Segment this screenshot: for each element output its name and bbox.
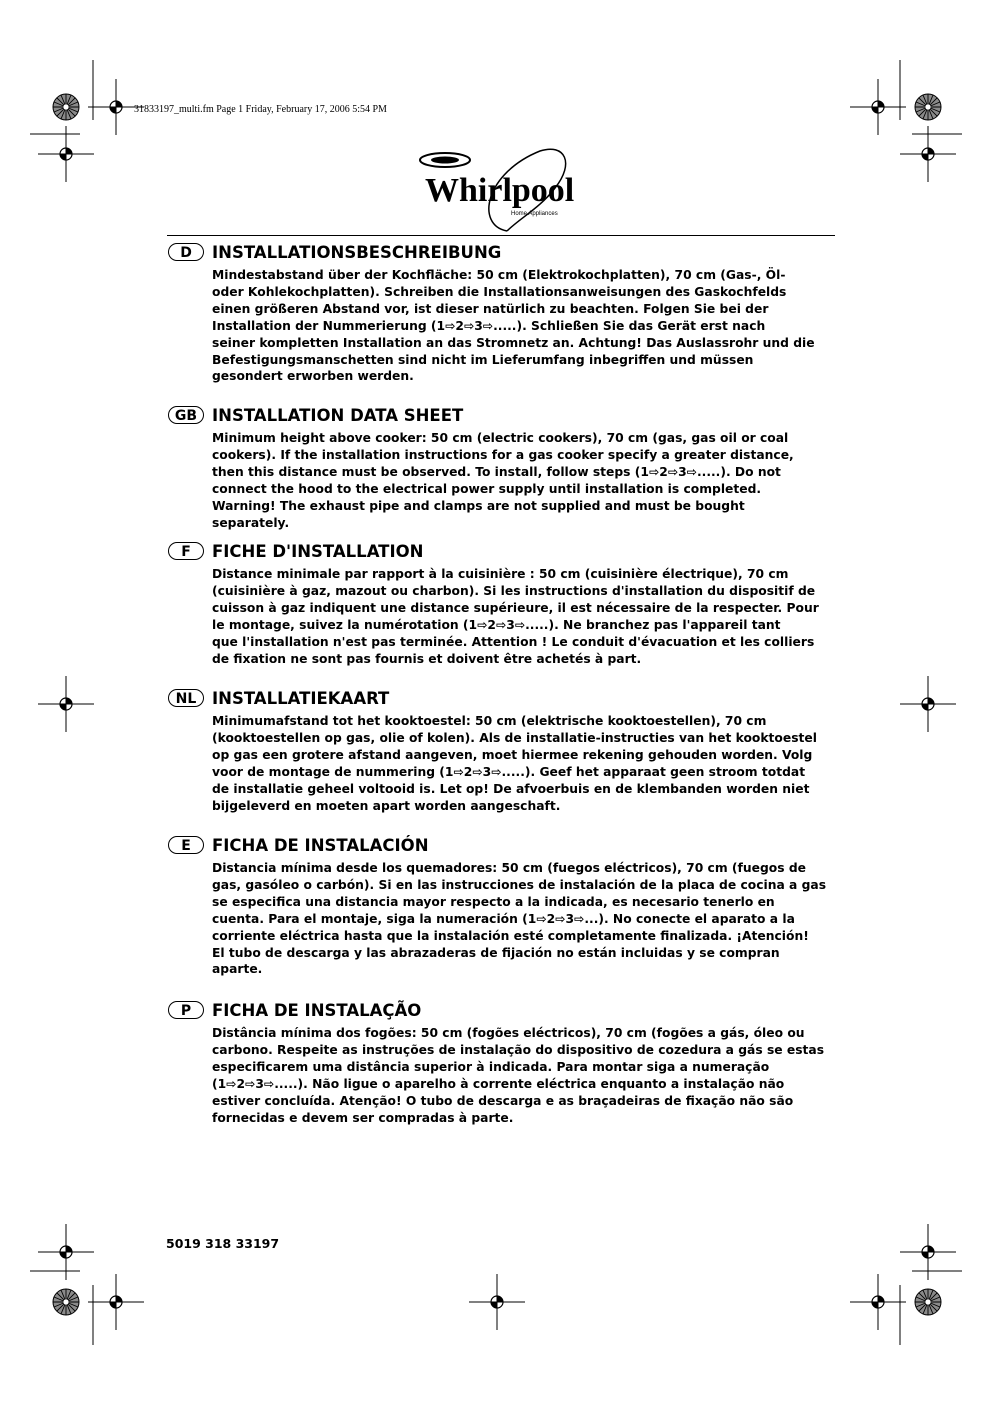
crosshair-icon [900, 1224, 956, 1280]
section-p [168, 1001, 825, 1126]
section-gb [168, 406, 794, 531]
crosshair-icon [38, 676, 94, 732]
crosshair-icon [469, 1274, 525, 1330]
crosshair-icon [88, 1274, 144, 1330]
body-line: cookers). If the installation instructions for a gas cooker specify a greater distance, [212, 447, 794, 462]
section-d [168, 243, 815, 385]
body-line: corriente eléctrica hasta que la instalación esté completamente finalizada. ¡Atención! [212, 928, 809, 943]
body-line: carbono. Respeite as instruções de instalação do dispositivo de cozedura a gás se estas [212, 1042, 825, 1057]
body-line: Distance minimale par rapport à la cuisinière : 50 cm (cuisinière électrique), 70 cm [212, 567, 789, 581]
section-title: INSTALLATIONSBESCHREIBUNG [212, 243, 502, 262]
body-line: Distancia mínima desde los quemadores: 50 cm (fuegos eléctricos), 70 cm (fuegos de [212, 861, 806, 875]
color-target-icon [53, 1289, 79, 1315]
section-title: INSTALLATIEKAART [212, 689, 390, 708]
body-line: Distância mínima dos fogões: 50 cm (fogões eléctricos), 70 cm (fogões a gás, óleo ou [212, 1026, 805, 1040]
language-badge: F [168, 542, 204, 560]
section-body [212, 713, 817, 814]
language-badge: D [168, 243, 204, 261]
color-target-icon [915, 94, 941, 120]
body-line: Installation der Nummerierung (1⇨2⇨3⇨.....). Schließen Sie das Gerät erst nach [212, 318, 766, 333]
product-code: 5019 318 33197 [166, 1236, 280, 1251]
body-line: Befestigungsmanschetten sind nicht im Lieferumfang inbegriffen und müssen [212, 352, 754, 367]
body-line: estiver concluída. Atenção! O tubo de descarga e as braçadeiras de fixação não são [212, 1093, 794, 1108]
section-f [168, 542, 819, 667]
body-line: le montage, suivez la numérotation (1⇨2⇨3⇨.....). Ne branchez pas l'appareil tant [212, 617, 781, 632]
color-target-icon [53, 94, 79, 120]
color-target-icon [915, 1289, 941, 1315]
body-line: que l'installation n'est pas terminée. Attention ! Le conduit d'évacuation et les colliers [212, 634, 815, 649]
body-line: aparte. [212, 962, 263, 977]
section-body [212, 267, 815, 385]
language-badge: P [168, 1001, 204, 1019]
header-rule [167, 235, 835, 236]
body-line: gesondert erworben werden. [212, 369, 414, 384]
language-badge: E [168, 836, 204, 854]
section-e [168, 836, 827, 978]
body-line: especificarem uma distância superior à indicada. Para montar siga a numeração [212, 1059, 770, 1074]
section-nl [168, 689, 817, 814]
body-line: seiner kompletten Installation an das Stromnetz an. Achtung! Das Auslassrohr und die [212, 335, 815, 350]
body-line: Minimum height above cooker: 50 cm (electric cookers), 70 cm (gas, gas oil or coal [212, 431, 789, 445]
crosshair-icon [850, 1274, 906, 1330]
language-badge: GB [168, 406, 204, 424]
body-line: connect the hood to the electrical power supply until installation is completed. [212, 481, 762, 496]
section-title: FICHA DE INSTALAÇÃO [212, 1001, 422, 1020]
section-body [212, 860, 827, 978]
section-title: FICHA DE INSTALACIÓN [212, 836, 429, 855]
section-body [212, 566, 819, 667]
body-line: (1⇨2⇨3⇨.....). Não ligue o aparelho à corrente eléctrica enquanto a instalação não [212, 1076, 785, 1091]
body-line: (cuisinière à gaz, mazout ou charbon). Si les instructions d'installation du dispositif de [212, 583, 816, 598]
body-line: bijgeleverd en moeten apart worden aangeschaft. [212, 798, 561, 813]
body-line: se especifica una distancia mayor respecto a la indicada, es necesario tenerlo en [212, 894, 775, 909]
section-body [212, 1025, 825, 1126]
body-line: voor de montage de nummering (1⇨2⇨3⇨.....). Geef het apparaat geen stroom totdat [212, 764, 806, 779]
body-line: then this distance must be observed. To install, follow steps (1⇨2⇨3⇨.....). Do not [212, 464, 781, 479]
whirlpool-logo [415, 143, 585, 233]
body-line: El tubo de descarga y las abrazaderas de fijación no están incluidas y se compran [212, 945, 780, 960]
body-line: oder Kohlekochplatten). Schreiben die Installationsanweisungen des Gaskochfelds [212, 284, 787, 299]
section-body [212, 430, 794, 531]
body-line: de fixation ne sont pas fournis et doivent être achetés à part. [212, 651, 642, 666]
body-line: separately. [212, 515, 290, 530]
body-line: de installatie geheel voltooid is. Let op! De afvoerbuis en de klembanden worden niet [212, 781, 810, 796]
body-line: fornecidas e devem ser compradas à parte. [212, 1110, 514, 1125]
logo-wordmark: Whirlpool [425, 172, 575, 209]
file-info-header: 31833197_multi.fm Page 1 Friday, February 17, 2006 5:54 PM [134, 104, 387, 115]
body-line: (kooktoestellen op gas, olie of kolen). Als de installatie-instructies van het kooktoestel [212, 730, 817, 745]
section-title: INSTALLATION DATA SHEET [212, 406, 464, 425]
crosshair-icon [38, 1224, 94, 1280]
body-line: op gas een grotere afstand aangeven, moet hiermee rekening gehouden worden. Volg [212, 747, 813, 762]
crosshair-icon [900, 676, 956, 732]
body-line: cuisson à gaz indiquent une distance supérieure, il est nécessaire de la respecter. Pour [212, 600, 819, 615]
body-line: Mindestabstand über der Kochfläche: 50 cm (Elektrokochplatten), 70 cm (Gas-, Öl- [212, 268, 786, 282]
body-line: gas, gasóleo o carbón). Si en las instrucciones de instalación de la placa de cocina a gas [212, 877, 827, 892]
crosshair-icon [850, 79, 906, 135]
body-line: Warning! The exhaust pipe and clamps are not supplied and must be bought [212, 498, 745, 513]
body-line: einen größeren Abstand vor, ist dieser natürlich zu beachten. Folgen Sie bei der [212, 301, 769, 316]
body-line: Minimumafstand tot het kooktoestel: 50 cm (elektrische kooktoestellen), 70 cm [212, 714, 767, 728]
body-line: cuenta. Para el montaje, siga la numeración (1⇨2⇨3⇨...). No conecte el aparato a la [212, 911, 795, 926]
language-badge: NL [168, 689, 204, 707]
logo-tagline: Home Appliances [511, 211, 558, 217]
section-title: FICHE D'INSTALLATION [212, 542, 424, 561]
